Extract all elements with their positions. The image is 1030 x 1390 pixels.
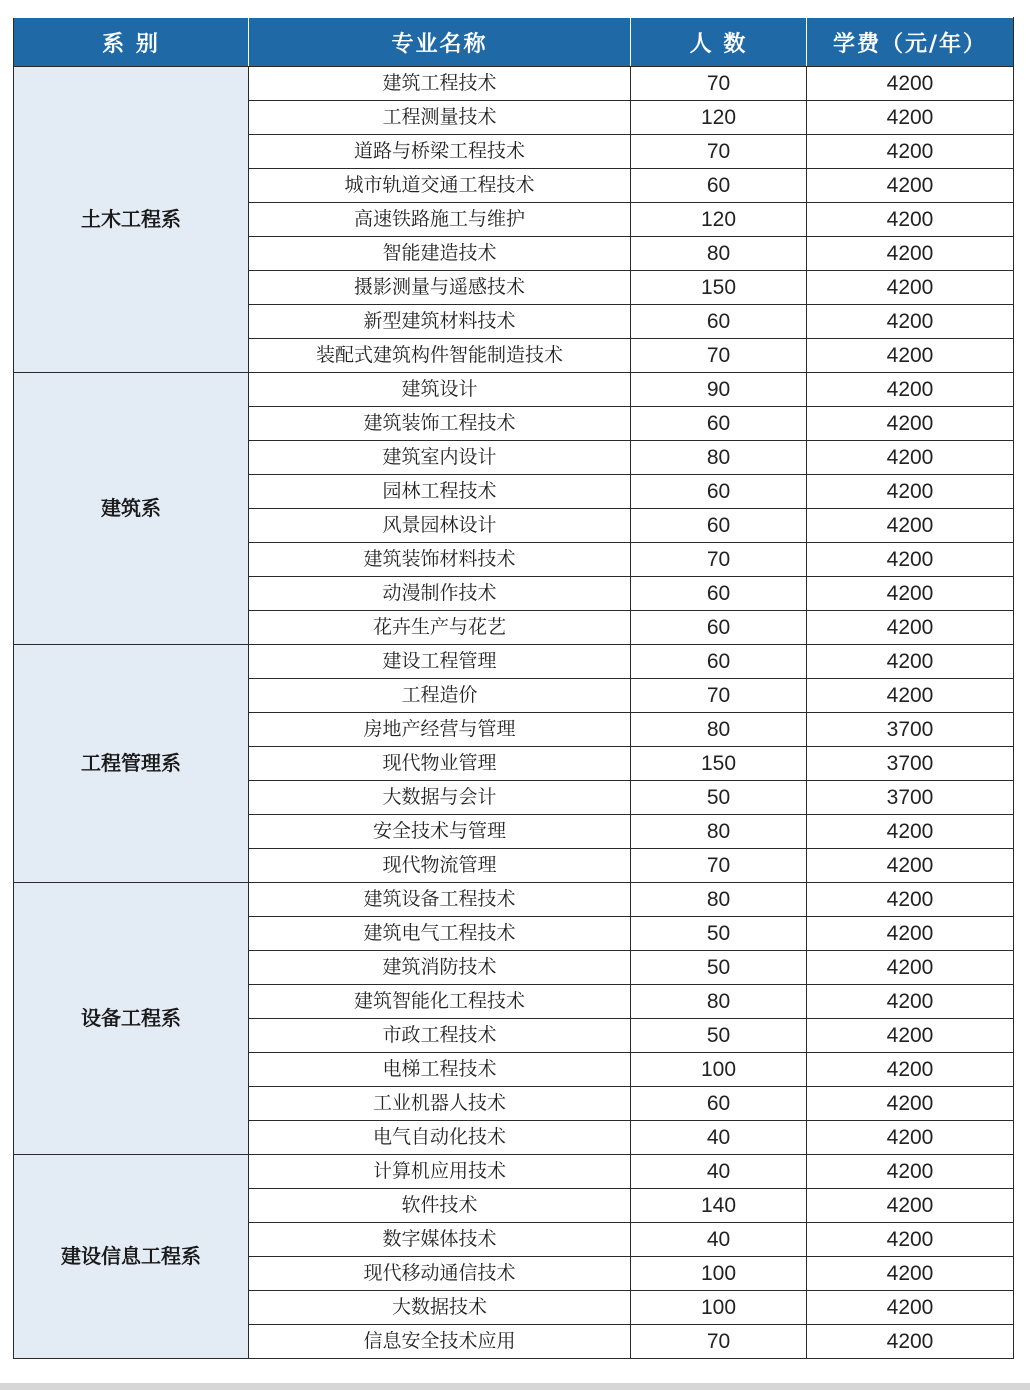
tuition-fee: 4200: [807, 679, 1014, 713]
tuition-fee: 4200: [807, 509, 1014, 543]
major-name: 市政工程技术: [249, 1019, 631, 1053]
major-name: 城市轨道交通工程技术: [249, 169, 631, 203]
enrollment-count: 50: [631, 1019, 807, 1053]
enrollment-count: 70: [631, 849, 807, 883]
tuition-fee: 4200: [807, 815, 1014, 849]
tuition-fee: 4200: [807, 645, 1014, 679]
major-name: 新型建筑材料技术: [249, 305, 631, 339]
enrollment-count: 40: [631, 1121, 807, 1155]
header-count: 人 数: [631, 18, 807, 67]
enrollment-count: 150: [631, 747, 807, 781]
major-name: 软件技术: [249, 1189, 631, 1223]
major-name: 花卉生产与花艺: [249, 611, 631, 645]
major-name: 建筑智能化工程技术: [249, 985, 631, 1019]
enrollment-count: 80: [631, 237, 807, 271]
major-name: 装配式建筑构件智能制造技术: [249, 339, 631, 373]
tuition-fee: 4200: [807, 917, 1014, 951]
enrollment-count: 100: [631, 1053, 807, 1087]
enrollment-count: 70: [631, 1325, 807, 1359]
major-name: 信息安全技术应用: [249, 1325, 631, 1359]
major-name: 高速铁路施工与维护: [249, 203, 631, 237]
bottom-divider: [0, 1383, 1030, 1390]
table-header: [14, 18, 1014, 67]
tuition-fee: 4200: [807, 1155, 1014, 1189]
tuition-fee: 4200: [807, 1325, 1014, 1359]
enrollment-count: 80: [631, 985, 807, 1019]
table-row: [14, 373, 1014, 407]
enrollment-count: 120: [631, 101, 807, 135]
enrollment-count: 60: [631, 577, 807, 611]
major-name: 房地产经营与管理: [249, 713, 631, 747]
major-name: 现代物流管理: [249, 849, 631, 883]
enrollment-count: 60: [631, 407, 807, 441]
tuition-fee: 4200: [807, 1053, 1014, 1087]
enrollment-count: 80: [631, 815, 807, 849]
tuition-fee: 4200: [807, 373, 1014, 407]
enrollment-count: 50: [631, 951, 807, 985]
major-name: 数字媒体技术: [249, 1223, 631, 1257]
major-name: 建筑设备工程技术: [249, 883, 631, 917]
major-name: 计算机应用技术: [249, 1155, 631, 1189]
major-name: 工程造价: [249, 679, 631, 713]
tuition-fee: 4200: [807, 135, 1014, 169]
major-name: 现代移动通信技术: [249, 1257, 631, 1291]
tuition-fee: 4200: [807, 101, 1014, 135]
tuition-fee: 4200: [807, 1291, 1014, 1325]
enrollment-count: 70: [631, 67, 807, 101]
tuition-fee: 4200: [807, 1019, 1014, 1053]
enrollment-count: 150: [631, 271, 807, 305]
header-fee: 学费（元/年）: [807, 18, 1014, 67]
table-body: [14, 67, 1014, 1359]
table-row: [14, 67, 1014, 101]
major-name: 智能建造技术: [249, 237, 631, 271]
tuition-fee: 4200: [807, 237, 1014, 271]
tuition-fee: 4200: [807, 169, 1014, 203]
major-name: 电气自动化技术: [249, 1121, 631, 1155]
enrollment-count: 60: [631, 169, 807, 203]
tuition-fee: 4200: [807, 271, 1014, 305]
major-name: 工程测量技术: [249, 101, 631, 135]
enrollment-count: 100: [631, 1291, 807, 1325]
tuition-fee: 4200: [807, 1257, 1014, 1291]
tuition-fee: 3700: [807, 713, 1014, 747]
tuition-fee: 3700: [807, 781, 1014, 815]
enrollment-count: 80: [631, 441, 807, 475]
major-name: 建筑装饰工程技术: [249, 407, 631, 441]
tuition-fee: 4200: [807, 441, 1014, 475]
tuition-fee: 3700: [807, 747, 1014, 781]
department-name: 土木工程系: [14, 67, 249, 373]
major-name: 风景园林设计: [249, 509, 631, 543]
enrollment-count: 60: [631, 475, 807, 509]
major-name: 大数据技术: [249, 1291, 631, 1325]
table-row: [14, 883, 1014, 917]
tuition-fee: 4200: [807, 1087, 1014, 1121]
tuition-fee: 4200: [807, 1189, 1014, 1223]
major-name: 安全技术与管理: [249, 815, 631, 849]
enrollment-count: 80: [631, 883, 807, 917]
department-name: 工程管理系: [14, 645, 249, 883]
tuition-fee: 4200: [807, 203, 1014, 237]
major-name: 工业机器人技术: [249, 1087, 631, 1121]
major-name: 道路与桥梁工程技术: [249, 135, 631, 169]
major-name: 现代物业管理: [249, 747, 631, 781]
enrollment-count: 60: [631, 645, 807, 679]
enrollment-count: 50: [631, 917, 807, 951]
enrollment-count: 70: [631, 135, 807, 169]
enrollment-count: 70: [631, 339, 807, 373]
major-name: 大数据与会计: [249, 781, 631, 815]
department-name: 建设信息工程系: [14, 1155, 249, 1359]
table-row: [14, 645, 1014, 679]
department-name: 设备工程系: [14, 883, 249, 1155]
major-name: 建筑消防技术: [249, 951, 631, 985]
major-name: 建设工程管理: [249, 645, 631, 679]
tuition-fee: 4200: [807, 951, 1014, 985]
enrollment-table: [13, 17, 1014, 1359]
major-name: 建筑工程技术: [249, 67, 631, 101]
enrollment-count: 140: [631, 1189, 807, 1223]
enrollment-count: 60: [631, 1087, 807, 1121]
enrollment-count: 70: [631, 543, 807, 577]
enrollment-count: 100: [631, 1257, 807, 1291]
major-name: 建筑设计: [249, 373, 631, 407]
major-name: 建筑电气工程技术: [249, 917, 631, 951]
enrollment-count: 60: [631, 611, 807, 645]
major-name: 动漫制作技术: [249, 577, 631, 611]
enrollment-table-container: [13, 17, 1013, 1359]
major-name: 园林工程技术: [249, 475, 631, 509]
tuition-fee: 4200: [807, 849, 1014, 883]
header-dept: 系 别: [14, 18, 249, 67]
enrollment-count: 70: [631, 679, 807, 713]
tuition-fee: 4200: [807, 985, 1014, 1019]
tuition-fee: 4200: [807, 883, 1014, 917]
header-row: [14, 18, 1014, 67]
tuition-fee: 4200: [807, 339, 1014, 373]
enrollment-count: 40: [631, 1155, 807, 1189]
tuition-fee: 4200: [807, 67, 1014, 101]
tuition-fee: 4200: [807, 577, 1014, 611]
major-name: 电梯工程技术: [249, 1053, 631, 1087]
major-name: 建筑装饰材料技术: [249, 543, 631, 577]
enrollment-count: 60: [631, 509, 807, 543]
tuition-fee: 4200: [807, 611, 1014, 645]
tuition-fee: 4200: [807, 407, 1014, 441]
tuition-fee: 4200: [807, 1223, 1014, 1257]
enrollment-count: 90: [631, 373, 807, 407]
enrollment-count: 40: [631, 1223, 807, 1257]
tuition-fee: 4200: [807, 1121, 1014, 1155]
table-row: [14, 1155, 1014, 1189]
enrollment-count: 50: [631, 781, 807, 815]
department-name: 建筑系: [14, 373, 249, 645]
enrollment-count: 80: [631, 713, 807, 747]
tuition-fee: 4200: [807, 475, 1014, 509]
tuition-fee: 4200: [807, 543, 1014, 577]
major-name: 建筑室内设计: [249, 441, 631, 475]
tuition-fee: 4200: [807, 305, 1014, 339]
major-name: 摄影测量与遥感技术: [249, 271, 631, 305]
header-major: 专业名称: [249, 18, 631, 67]
enrollment-count: 120: [631, 203, 807, 237]
enrollment-count: 60: [631, 305, 807, 339]
